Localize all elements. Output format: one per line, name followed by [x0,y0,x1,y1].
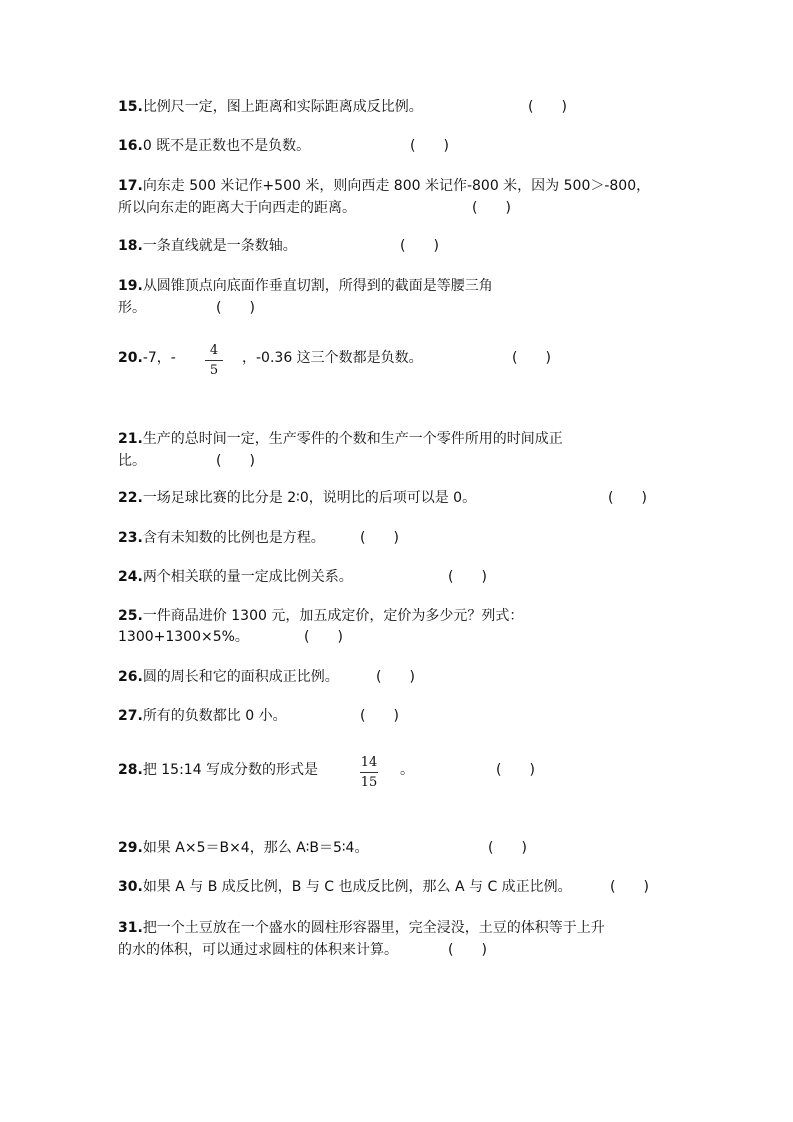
question-24 [118,566,353,588]
question-text: 如果 A 与 B 成反比例，B 与 C 也成反比例，那么 A 与 C 成正比例。 [142,879,572,895]
question-25-line2 [118,626,249,648]
question-27 [118,705,287,727]
question-number: 17. [118,178,143,194]
answer-blank[interactable]: ( ) [496,762,535,778]
question-18 [118,235,297,257]
question-text: 两个相关联的量一定成比例关系。 [142,569,353,585]
question-number: 25. [118,608,143,624]
question-22 [118,487,476,509]
question-text: 圆的周长和它的面积成正比例。 [142,669,339,685]
answer-blank[interactable]: ( ) [512,350,551,366]
question-number: 15. [118,99,143,115]
question-text: 比。 [118,453,146,469]
question-17-line2 [118,197,356,219]
question-31 [118,917,605,939]
question-number: 29. [118,840,143,856]
question-text: 。 [400,762,414,778]
question-text: 1300+1300×5%。 [118,629,249,645]
question-text: 从圆锥顶点向底面作垂直切割，所得到的截面是等腰三角 [142,278,493,294]
answer-blank[interactable]: ( ) [410,138,449,154]
question-text: 比例尺一定，图上距离和实际距离成反比例。 [142,99,423,115]
question-number: 19. [118,278,143,294]
fraction-bar [360,772,378,773]
fraction [360,755,378,790]
question-19 [118,275,493,297]
question-28 [118,759,318,781]
question-number: 22. [118,490,143,506]
answer-blank[interactable]: ( ) [488,840,527,856]
fraction [205,343,223,378]
question-29 [118,837,368,859]
question-number: 16. [118,138,143,154]
question-17 [118,175,650,197]
question-text: 一件商品进价 1300 元，加五成定价，定价为多少元？列式： [142,608,524,624]
answer-blank[interactable]: ( ) [376,669,415,685]
question-21-line2 [118,450,146,472]
question-text: 把 15:14 写成分数的形式是 [142,762,319,778]
question-text: 所以向东走的距离大于向西走的距离。 [118,200,356,216]
question-23 [118,527,325,549]
question-25 [118,605,523,627]
question-number: 30. [118,879,143,895]
answer-blank[interactable]: ( ) [528,99,567,115]
fraction-bar [205,360,223,361]
answer-blank[interactable]: ( ) [360,530,399,546]
answer-blank[interactable]: ( ) [448,942,487,958]
answer-blank[interactable]: ( ) [304,629,343,645]
question-number: 27. [118,708,143,724]
question-number: 28. [118,762,143,778]
fraction-numerator: 14 [360,755,378,770]
fraction-numerator: 4 [209,343,219,358]
question-text: 向东走 500 米记作+500 米，则向西走 800 米记作-800 米，因为 500＞-800， [142,178,651,194]
answer-blank[interactable]: ( ) [216,453,255,469]
question-text: 含有未知数的比例也是方程。 [142,530,325,546]
answer-blank[interactable]: ( ) [360,708,399,724]
fraction-denominator: 5 [209,363,219,378]
question-text: ，-0.36 这三个数都是负数。 [242,350,423,366]
question-31-line2 [118,939,398,961]
question-16 [118,135,310,157]
question-26 [118,666,339,688]
question-text: 把一个土豆放在一个盛水的圆柱形容器里，完全浸没，土豆的体积等于上升 [142,920,605,936]
answer-blank[interactable]: ( ) [610,879,649,895]
answer-blank[interactable]: ( ) [400,238,439,254]
answer-blank[interactable]: ( ) [448,569,487,585]
question-number: 23. [118,530,143,546]
question-number: 20. [118,350,143,366]
question-text: 如果 A×5＝B×4，那么 A∶B＝5∶4。 [142,840,369,856]
question-15 [118,96,423,118]
question-text: 一场足球比赛的比分是 2∶0，说明比的后项可以是 0。 [142,490,477,506]
question-number: 24. [118,569,143,585]
question-text: 的水的体积，可以通过求圆柱的体积来计算。 [118,942,398,958]
question-number: 26. [118,669,143,685]
question-text: 形。 [118,300,146,316]
question-20 [118,347,176,369]
question-30 [118,876,572,898]
question-number: 18. [118,238,143,254]
answer-blank[interactable]: ( ) [608,490,647,506]
question-text: 0 既不是正数也不是负数。 [142,138,311,154]
question-21 [118,428,563,450]
question-text: -7，- [142,350,176,366]
question-text: 所有的负数都比 0 小。 [142,708,287,724]
question-number: 31. [118,920,143,936]
fraction-denominator: 15 [360,775,378,790]
question-text: 一条直线就是一条数轴。 [142,238,297,254]
question-19-line2 [118,297,146,319]
answer-blank[interactable]: ( ) [216,300,255,316]
answer-blank[interactable]: ( ) [472,200,511,216]
question-number: 21. [118,431,143,447]
question-text: 生产的总时间一定，生产零件的个数和生产一个零件所用的时间成正 [142,431,563,447]
